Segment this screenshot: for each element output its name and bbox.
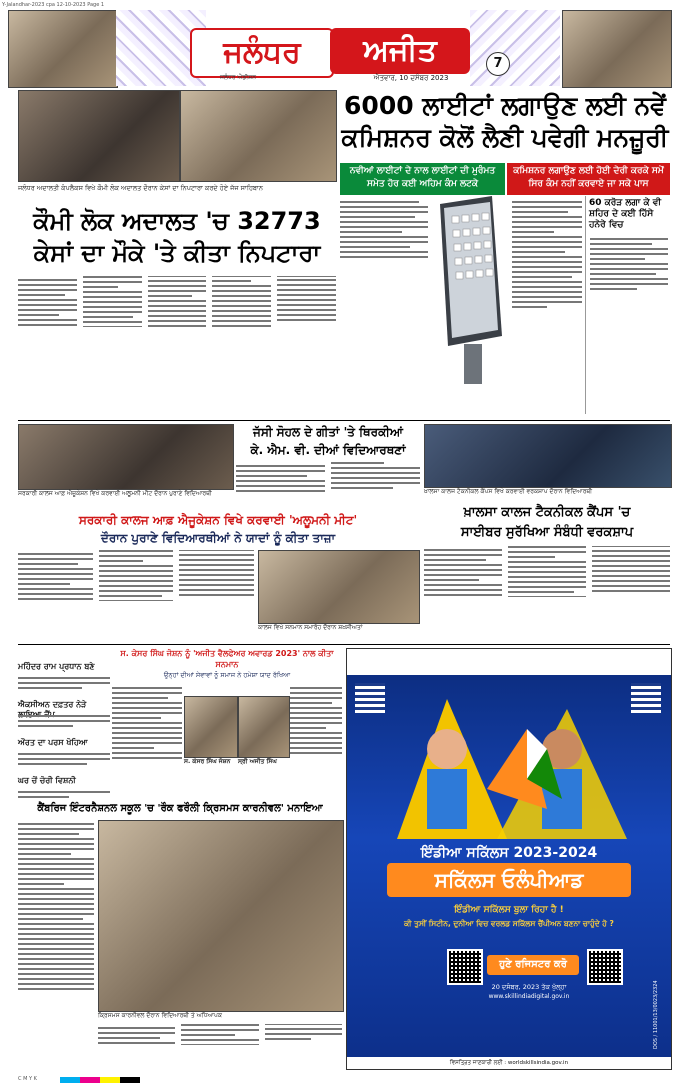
ad-cta[interactable]: ਹੁਣੇ ਰਜਿਸਟਰ ਕਰੋ [487, 955, 579, 975]
story2-body [18, 276, 336, 418]
story4-headline-2: ਦੌਰਾਨ ਪੁਰਾਣੇ ਵਿਦਿਆਰਥੀਆਂ ਨੇ ਯਾਦਾਂ ਨੂੰ ਕੀਤਾ ਤਾਜ਼ਾ [100, 531, 336, 545]
brief-d-head: ਘਰ ਚੋਂ ਚੋਰੀ ਵਿਸ਼ਨੀ [18, 776, 76, 785]
color-bar [60, 1077, 140, 1083]
story1-headline-2: ਕਮਿਸ਼ਨਰ ਕੋਲੋਂ ਲੈਣੀ ਪਵੇਗੀ ਮਨਜ਼ੂਰੀ [341, 123, 669, 152]
story5-headline-2: ਸਾਈਬਰ ਸੁਰੱਖਿਆ ਸੰਬੰਧੀ ਵਰਕਸ਼ਾਪ [460, 525, 634, 540]
photo-award [258, 550, 420, 624]
story3-headline-2: ਕੇ. ਐਮ. ਵੀ. ਦੀਆਂ ਵਿਦਿਆਰਥਣਾਂ [250, 443, 406, 457]
brief-c-head: ਔਰਤ ਦਾ ਪਰਸ ਖੋਹਿਆ [18, 738, 88, 747]
photo-alumni-meet [18, 424, 234, 490]
story4-headline-1: ਸਰਕਾਰੀ ਕਾਲਜ ਆਫ਼ ਐਜੂਕੇਸ਼ਨ ਵਿਖੇ ਕਰਵਾਈ 'ਅਲੂਮਨੀ ਮੀਟ' [78, 513, 358, 527]
ad-logo-bar [347, 649, 671, 675]
masthead-building-right [562, 10, 672, 88]
story2-headline-2: ਕੇਸਾਂ ਦਾ ਮੌਕੇ 'ਤੇ ਕੀਤਾ ਨਿਪਟਾਰਾ [33, 239, 321, 267]
photo-court-2 [180, 90, 337, 182]
photo-workshop [424, 424, 672, 488]
masthead-edition: ਜਲੰਧਰ ਐਡੀਸ਼ਨ [220, 74, 256, 81]
photo-court-1 [18, 90, 180, 182]
story6-body [112, 684, 182, 800]
top-strip: Y-Jalandhar-2023 cpa 12-10-2023 Page 1 [2, 2, 105, 8]
story5-headline-1: ਖ਼ਾਲਸਾ ਕਾਲਜ ਟੈਕਨੀਕਲ ਕੈਂਪਸ 'ਚ [463, 505, 631, 520]
story1-body-col-1 [340, 198, 428, 412]
ad-qr-right [587, 949, 623, 985]
story5-body [424, 546, 670, 642]
ad-title: ਇੰਡੀਆ ਸਕਿੱਲਸ 2023-2024 [420, 845, 598, 861]
ad-deadline: 20 ਦਸੰਬਰ, 2023 ਤੱਕ ਖੁੱਲ੍ਹਾ [491, 983, 567, 991]
story1-headline-1: 6000 ਲਾਈਟਾਂ ਲਗਾਉਣ ਲਈ ਨਵੇਂ [344, 91, 666, 120]
brief-d-body [18, 788, 110, 802]
masthead-building-left [8, 10, 118, 88]
photo-caption-mid-right: ਖ਼ਾਲਸਾ ਕਾਲਜ ਟੈਕਨੀਕਲ ਕੈਂਪਸ ਵਿਖੇ ਕਰਵਾਈ ਵਰਕਸ਼ਾਪ ਦੌਰਾਨ ਵਿਦਿਆਰਥੀ [424, 488, 593, 495]
ad-line1: ਇੰਡੀਆ ਸਕਿੱਲਸ ਬੁਲਾ ਰਿਹਾ ਹੈ ! [454, 905, 564, 915]
ad-url[interactable]: www.skillindiadigital.gov.in [488, 993, 570, 1000]
story1-box [585, 196, 672, 414]
photo-kesar-singh [184, 696, 238, 758]
story1-body-col-2 [512, 198, 582, 412]
ad-line2: ਕੀ ਤੁਸੀਂ ਸਿਟੀਨ, ਦੁਨੀਆ ਵਿਚ ਵਰਲਡ ਸਕਿੱਲਸ ਚੈਂਪੀਅਨ ਬਣਨਾ ਚਾਹੁੰਦੇ ਹੋ ? [404, 919, 614, 928]
streetlight-image [430, 196, 508, 276]
masthead-logo-left: ਜਲੰਧਰ [190, 28, 334, 78]
story1-sub-green: ਨਵੀਆਂ ਲਾਈਟਾਂ ਦੇ ਨਾਲ ਲਾਈਟਾਂ ਦੀ ਮੁਰੰਮਤ ਸਮੇਤ ਹੋਰ ਕਈ ਅਹਿਮ ਕੰਮ ਲਟਕੇ [340, 163, 505, 195]
ad-title-main: ਸਕਿੱਲਸ ਓਲੰਪੀਆਡ [387, 863, 631, 897]
story6-headline: ਸ. ਕੇਸਰ ਸਿੰਘ ਜੋਸ਼ਨ ਨੂੰ 'ਅਜੀਤ ਵੈਲਫੇਅਰ ਅਵਾਰਡ 2023' ਨਾਲ ਕੀਤਾ ਸਨਮਾਨ [120, 649, 334, 669]
story7-body-2 [98, 1024, 342, 1070]
story6-caption-right: ਸ੍ਰੀ ਅਜੀਤ ਸਿੰਘ [238, 758, 277, 765]
masthead-logo-right: ਅਜੀਤ [330, 28, 470, 74]
story2-headline-1: ਕੌਮੀ ਲੋਕ ਅਦਾਲਤ 'ਚ 32773 [33, 207, 321, 235]
story1-sub-red: ਕਮਿਸ਼ਨਰ ਲਗਾਉਣ ਲਈ ਹੋਈ ਦੇਰੀ ਕਰਕੇ ਸਮੇਂ ਸਿਰ ਕੰਮ ਨਹੀਂ ਕਰਵਾਏ ਜਾ ਸਕੇ ਪਾਸ [507, 163, 670, 195]
bottom-strip: C M Y K [18, 1076, 37, 1082]
story7-headline: ਕੈਂਬਰਿਜ ਇੰਟਰਨੈਸ਼ਨਲ ਸਕੂਲ 'ਚ 'ਰੌਕ ਫਰੌਲੀ ਕ੍ਰਿਸਮਸ ਕਾਰਨੀਵਲ' ਮਨਾਇਆ [37, 803, 323, 814]
page-number: 7 [486, 52, 510, 76]
masthead [0, 10, 677, 88]
photo-ajit-singh [238, 696, 290, 758]
photo-caption-top: ਜਲੰਧਰ ਅਦਾਲਤੀ ਕੰਪਲੈਕਸ ਵਿਖੇ ਕੌਮੀ ਲੋਕ ਅਦਾਲਤ ਦੌਰਾਨ ਕੇਸਾਂ ਦਾ ਨਿਪਟਾਰਾ ਕਰਦੇ ਹੋਏ ਜੱਜ ਸਾਹਿਬਾਨ [18, 184, 263, 192]
story3-headline-1: ਜੱਸੀ ਸੋਹਲ ਦੇ ਗੀਤਾਂ 'ਤੇ ਥਿਰਕੀਆਂ [253, 425, 403, 439]
masthead-pattern-right [470, 10, 560, 86]
brief-a-body [18, 674, 110, 696]
story6-caption-left: ਸ. ਕੇਸਰ ਸਿੰਘ ਜੋਸ਼ਨ [184, 758, 231, 765]
story1-box-title: 60 ਕਰੋੜ ਲਗਾ ਕੇ ਵੀ ਸ਼ਹਿਰ ਦੇ ਕਈ ਹਿੱਸੇ ਹਨੇਰੇ ਵਿਚ [589, 198, 662, 230]
story7-photo-caption: ਕ੍ਰਿਸਮਸ ਕਾਰਨੀਵਲ ਦੌਰਾਨ ਵਿਦਿਆਰਥੀ ਤੇ ਅਧਿਆਪਕ [98, 1012, 222, 1019]
ad-hero-image [377, 689, 641, 839]
brief-b-head: ਐਕਸੀਅਨ ਦਫ਼ਤਰ ਨੇੜੇ [18, 700, 87, 709]
story7-body [18, 820, 94, 1070]
ad-qr-left [447, 949, 483, 985]
ad-side-code: DOS / 11001/13/0023/2324 [653, 980, 659, 1049]
photo-caption-award: ਕਾਲਜ ਵਿਖੇ ਸਨਮਾਨ ਸਮਾਰੋਹ ਦੌਰਾਨ ਸ਼ਖ਼ਸੀਅਤਾਂ [258, 624, 363, 631]
story3-body [236, 462, 420, 514]
photo-caption-mid-left: ਸਰਕਾਰੀ ਕਾਲਜ ਆਫ਼ ਐਜੂਕੇਸ਼ਨ ਵਿਖੇ ਕਰਵਾਈ ਅਲੂਮਨੀ ਮੀਟ ਦੌਰਾਨ ਪੁਰਾਣੇ ਵਿਦਿਆਰਥੀ [18, 490, 212, 497]
story6-body-2 [290, 684, 342, 800]
brief-b-body [18, 712, 110, 734]
ad-footer: ਵਿਸਤ੍ਰਿਤ ਜਾਣਕਾਰੀ ਲਈ : worldskillsindia.gov.in [347, 1057, 671, 1069]
story6-subhead: ਉਨ੍ਹਾਂ ਦੀਆਂ ਸੇਵਾਵਾਂ ਨੂੰ ਸਮਾਜ ਨੇ ਹਮੇਸ਼ਾ ਯਾਦ ਰੱਖਿਆ [163, 671, 291, 679]
brief-a-head: ਮਹਿੰਦਰ ਰਾਮ ਪ੍ਰਧਾਨ ਬਣੇ [18, 662, 95, 671]
skills-ad [346, 648, 672, 1070]
story4-body [18, 550, 254, 642]
brief-c-body [18, 750, 110, 772]
masthead-date: ਐਤਵਾਰ, 10 ਦਸੰਬਰ 2023 [373, 74, 449, 82]
photo-school-carnival [98, 820, 344, 1012]
